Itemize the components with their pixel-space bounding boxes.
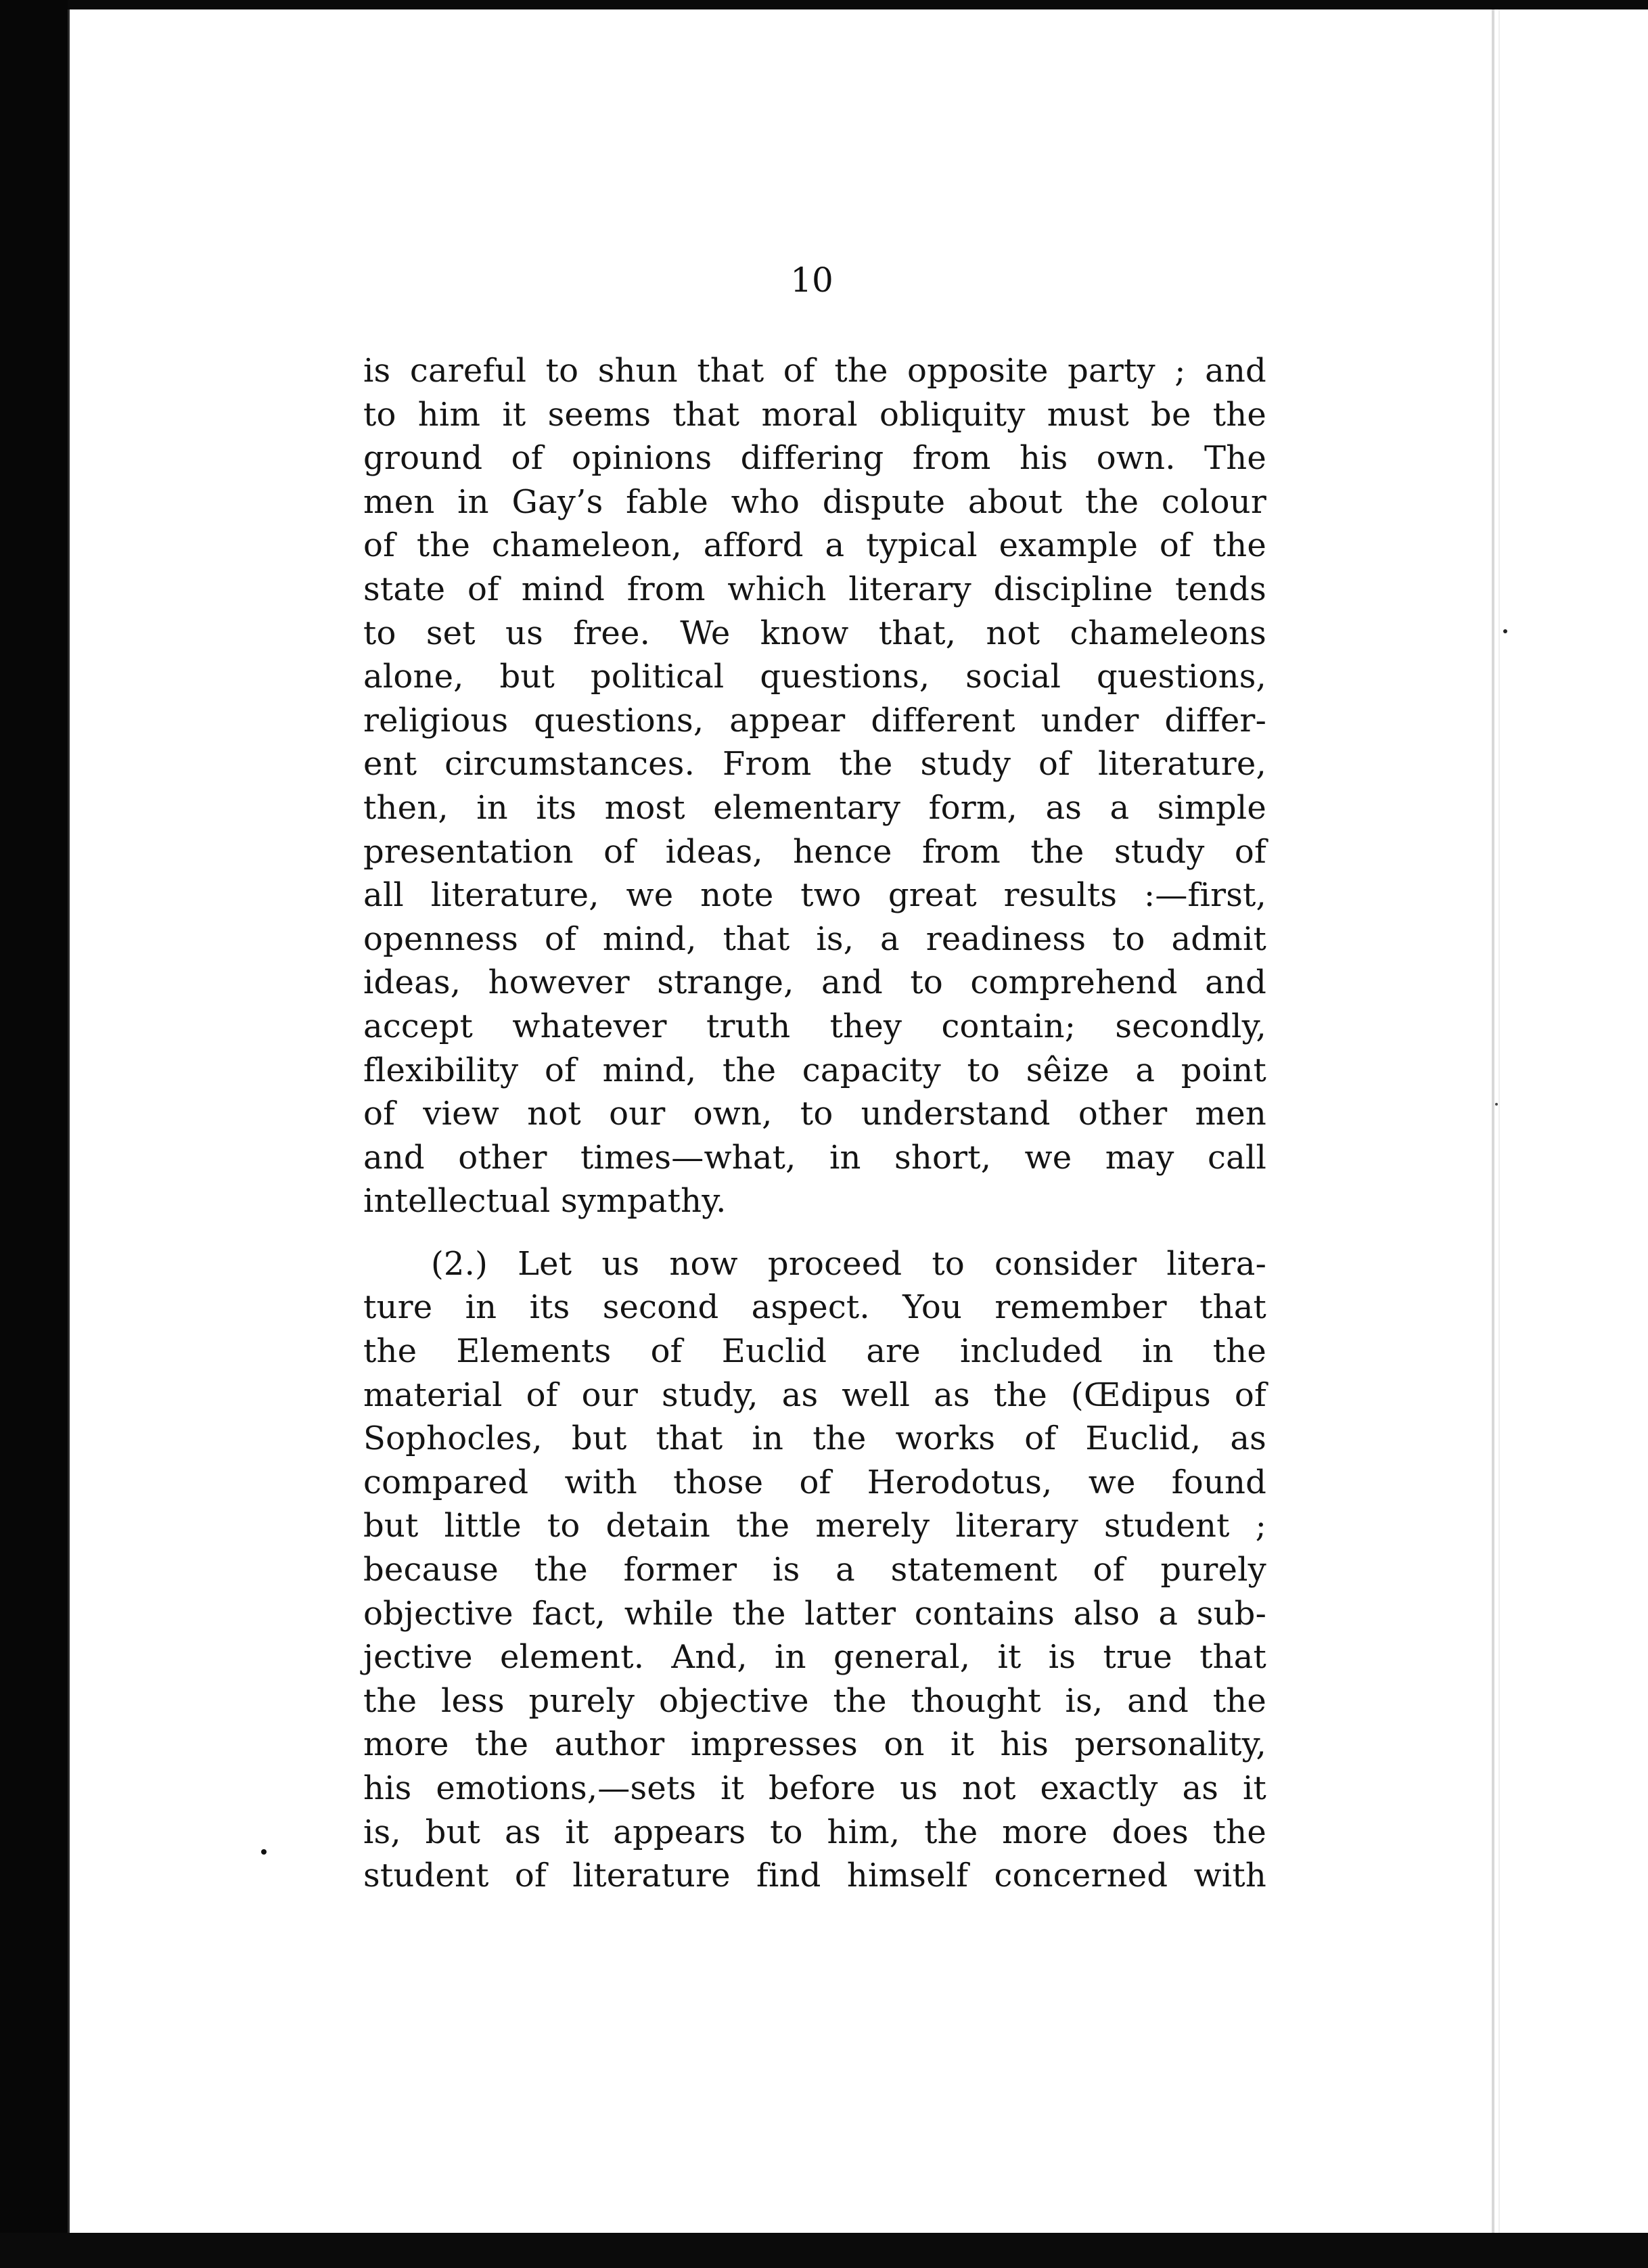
text-line: and other times—what, in short, we may call: [363, 1138, 1266, 1177]
adjacent-page-fold-line-secondary: [1498, 9, 1500, 2233]
text-line: the less purely objective the thought is, and the: [363, 1681, 1266, 1720]
text-line: all literature, we note two great results :—first,: [363, 876, 1266, 915]
body-text: [363, 349, 1266, 1898]
text-line: more the author impresses on it his personality,: [363, 1725, 1266, 1764]
text-line: accept whatever truth they contain; secondly,: [363, 1007, 1266, 1045]
text-line: but little to detain the merely literary student ;: [363, 1507, 1266, 1545]
text-line: ideas, however strange, and to comprehend and: [363, 963, 1266, 1002]
text-line: alone, but political questions, social questions,: [363, 658, 1266, 696]
scan-speck: [261, 1849, 267, 1855]
adjacent-page-fold-line: [1492, 9, 1494, 2233]
text-line: (2.) Let us now proceed to consider litera-: [431, 1244, 1266, 1283]
text-line: of the chameleon, afford a typical example of the: [363, 526, 1266, 565]
text-line: objective fact, while the latter contains also a sub-: [363, 1594, 1266, 1633]
text-line: compared with those of Herodotus, we found: [363, 1463, 1266, 1501]
text-line: ent circumstances. From the study of literature,: [363, 745, 1266, 784]
text-line: Sophocles, but that in the works of Euclid, as: [363, 1420, 1266, 1458]
text-line: jective element. And, in general, it is true that: [363, 1638, 1266, 1677]
text-line: his emotions,—sets it before us not exactly as it: [363, 1769, 1266, 1807]
text-line: men in Gay’s fable who dispute about the colour: [363, 482, 1266, 521]
scan-left-border: [0, 0, 68, 2268]
scan-speck: [1495, 1103, 1498, 1106]
text-line: because the former is a statement of purely: [363, 1551, 1266, 1589]
text-line: ture in its second aspect. You remember that: [363, 1288, 1266, 1327]
text-line: is, but as it appears to him, the more does the: [363, 1813, 1266, 1851]
paragraph-spacer: [363, 1223, 1266, 1242]
text-line: to set us free. We know that, not chameleons: [363, 614, 1266, 652]
text-line: is careful to shun that of the opposite party ; and: [363, 352, 1266, 390]
scan-top-border: [0, 0, 1648, 9]
text-line: religious questions, appear different under differ-: [363, 701, 1266, 740]
text-line: of view not our own, to understand other men: [363, 1095, 1266, 1133]
text-line: state of mind from which literary discipline tends: [363, 570, 1266, 608]
scan-bottom-border: [0, 2233, 1648, 2268]
text-line: material of our study, as well as the (Œdipus of: [363, 1376, 1266, 1414]
scan-speck: [1503, 629, 1507, 633]
page-number: 10: [790, 260, 833, 300]
text-line: student of literature find himself concerned with: [363, 1857, 1266, 1895]
text-line: then, in its most elementary form, as a simple: [363, 788, 1266, 827]
text-line: flexibility of mind, the capacity to sêize a point: [363, 1051, 1266, 1089]
text-line: to him it seems that moral obliquity must be the: [363, 395, 1266, 434]
text-line: ground of opinions differing from his own. The: [363, 439, 1266, 478]
text-line: intellectual sympathy.: [363, 1182, 727, 1221]
text-line: openness of mind, that is, a readiness to admit: [363, 920, 1266, 958]
paragraph-2: [363, 1242, 1266, 1898]
paragraph-1: [363, 349, 1266, 1223]
text-line: presentation of ideas, hence from the study of: [363, 832, 1266, 871]
text-line: the Elements of Euclid are included in the: [363, 1332, 1266, 1371]
adjacent-page-edge: [1488, 9, 1648, 2233]
